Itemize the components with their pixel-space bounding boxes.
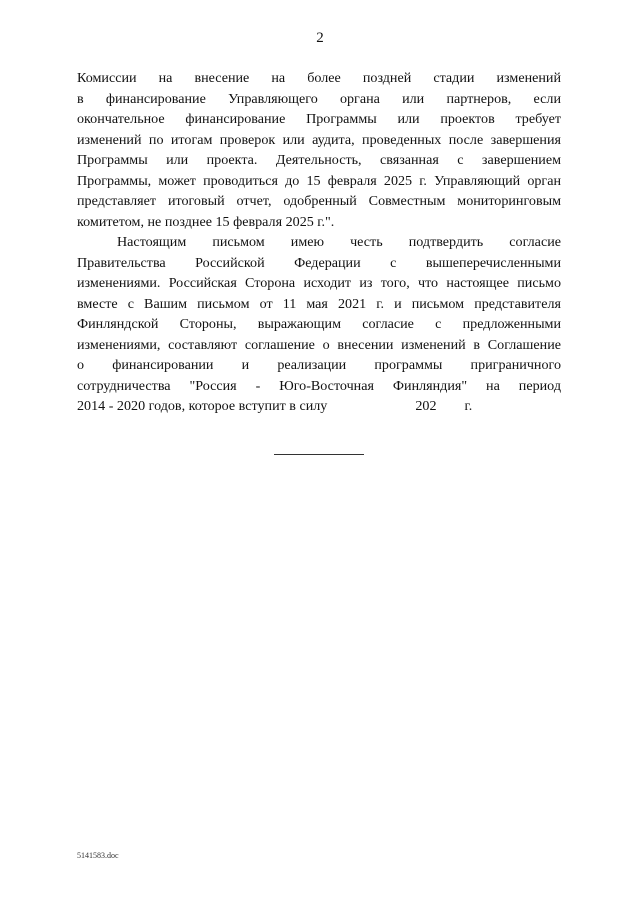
paragraph-1-line-8: комитетом, не позднее 15 февраля 2025 г.". bbox=[77, 213, 335, 230]
year-suffix: г. bbox=[464, 398, 473, 414]
letter-body bbox=[77, 68, 561, 417]
paragraph-1-line-7: представляет итоговый отчет, одобренный Совместным мониторинговым bbox=[77, 193, 561, 209]
paragraph-2-line-6: изменениями, составляют соглашение о внесении изменений в Соглашение bbox=[77, 336, 561, 353]
paragraph-2-last-line bbox=[77, 396, 561, 417]
paragraph-2-line-7: о финансировании и реализации программы приграничного bbox=[77, 357, 561, 373]
paragraph-1-line-3: окончательное финансирование Программы или проектов требует bbox=[77, 111, 561, 127]
paragraph-2-line-3: изменениями. Российская Сторона исходит из того, что настоящее письмо bbox=[77, 275, 561, 291]
paragraph-2-line-2: Правительства Российской Федерации с вышеперечисленными bbox=[77, 254, 561, 271]
year-prefix: 202 bbox=[415, 398, 437, 414]
page-number: 2 bbox=[316, 30, 324, 46]
paragraph-2-line-8: сотрудничества "Россия - Юго-Восточная Финляндия" на период bbox=[77, 377, 561, 394]
paragraph-2-line-1: Настоящим письмом имею честь подтвердить согласие bbox=[117, 234, 561, 250]
document-code: 5141583.doc bbox=[77, 851, 119, 860]
paragraph-1-line-5: Программы или проекта. Деятельность, связанная с завершением bbox=[77, 152, 561, 168]
paragraph-1-line-2: в финансирование Управляющего органа или партнеров, если bbox=[77, 90, 561, 107]
entry-into-force-text: 2014 - 2020 годов, которое вступит в силу bbox=[77, 398, 328, 414]
paragraph-2-line-5: Финляндской Стороны, выражающим согласие с предложенными bbox=[77, 316, 561, 332]
paragraph-1-line-6: Программы, может проводиться до 15 февраля 2025 г. Управляющий орган bbox=[77, 172, 561, 189]
paragraph-2-line-4: вместе с Вашим письмом от 11 мая 2021 г. и письмом представителя bbox=[77, 295, 561, 312]
closing-divider bbox=[274, 454, 364, 455]
paragraph-1-line-4: изменений по итогам проверок или аудита, проведенных после завершения bbox=[77, 131, 561, 148]
paragraph-1-line-1: Комиссии на внесение на более поздней стадии изменений bbox=[77, 70, 561, 86]
